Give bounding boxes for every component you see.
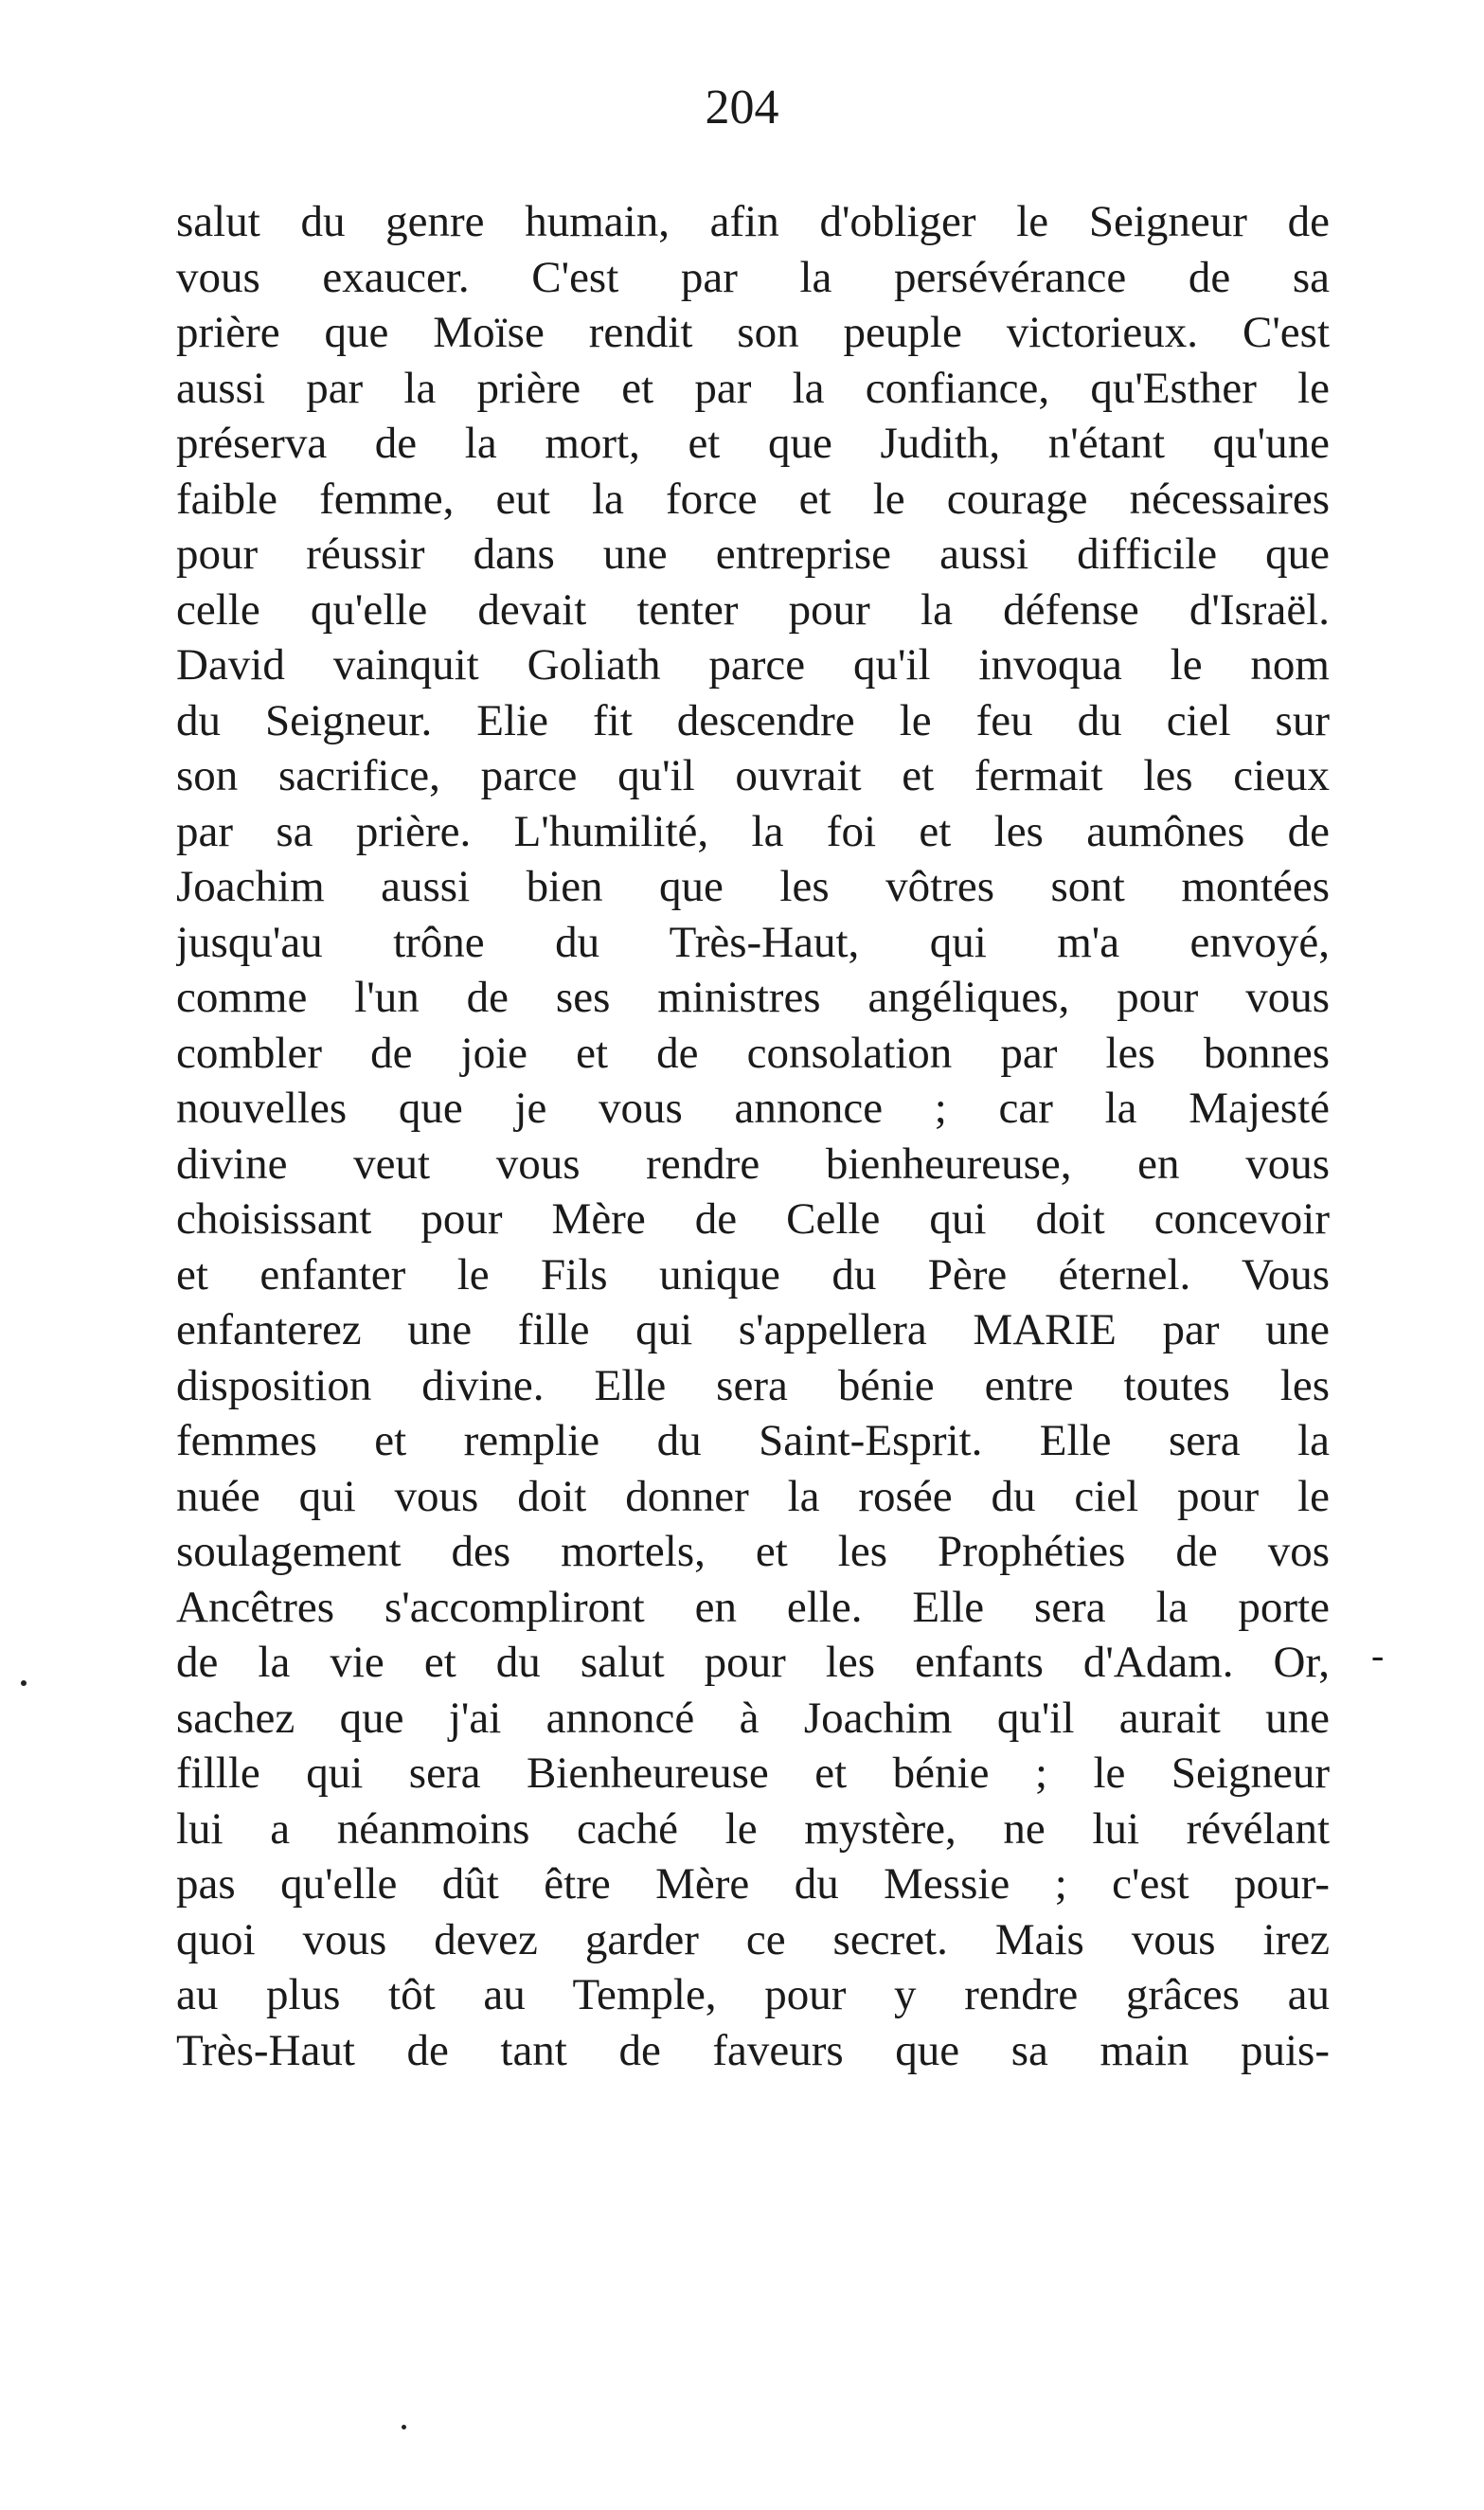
text-line: fillle qui sera Bienheureuse et bénie ; le Seigneur <box>176 1748 1330 1798</box>
text-line: nouvelles que je vous annonce ; car la Majesté <box>176 1084 1330 1133</box>
text-line: du Seigneur. Elie fit descendre le feu du ciel sur <box>176 695 1330 745</box>
text-line: celle qu'elle devait tenter pour la défense d'Israël. <box>176 584 1330 635</box>
text-line: salut du genre humain, afin d'obliger le Seigneur de <box>176 197 1330 246</box>
text-line: aussi par la prière et par la confiance, qu'Esther le <box>176 363 1330 413</box>
text-line: David vainquit Goliath parce qu'il invoqua le nom <box>176 640 1330 690</box>
text-line: enfanterez une fille qui s'appellera MARIE par une <box>176 1305 1330 1354</box>
text-line: femmes et remplie du Saint-Esprit. Elle sera la <box>176 1416 1330 1465</box>
text-line: vous exaucer. C'est par la persévérance de sa <box>176 252 1330 302</box>
text-line: sachez que j'ai annoncé à Joachim qu'il aurait une <box>176 1693 1330 1743</box>
text-line: lui a néanmoins caché le mystère, ne lui révélant <box>176 1803 1330 1854</box>
text-line: quoi vous devez garder ce secret. Mais vous irez <box>176 1914 1330 1964</box>
text-line: son sacrifice, parce qu'il ouvrait et fermait les cieux <box>176 751 1330 800</box>
text-line: soulagement des mortels, et les Prophéties de vos <box>176 1527 1330 1576</box>
text-line: pour réussir dans une entreprise aussi difficile que <box>176 529 1330 579</box>
text-line: et enfanter le Fils unique du Père éternel. Vous <box>176 1249 1330 1300</box>
text-line: faible femme, eut la force et le courage nécessaires <box>176 474 1330 524</box>
text-line: par sa prière. L'humilité, la foi et les aumônes de <box>176 806 1330 856</box>
text-line: jusqu'au trône du Très-Haut, qui m'a envoyé, <box>176 917 1330 967</box>
margin-dash-mark: - <box>1371 1634 1385 1676</box>
text-line: prière que Moïse rendit son peuple victorieux. C'est <box>176 308 1330 357</box>
page-number: 204 <box>705 81 779 134</box>
stray-ink-dot <box>21 1680 27 1686</box>
stray-ink-dot <box>402 2425 406 2429</box>
text-line: divine veut vous rendre bienheureuse, en vous <box>176 1138 1330 1189</box>
text-line: de la vie et du salut pour les enfants d'Adam. Or, <box>176 1638 1330 1687</box>
text-line: au plus tôt au Temple, pour y rendre grâces au <box>176 1970 1330 2019</box>
text-line: comme l'un de ses ministres angéliques, pour vous <box>176 973 1330 1022</box>
body-text <box>176 194 1330 2078</box>
text-line: combler de joie et de consolation par les bonnes <box>176 1028 1330 1078</box>
text-line: Très-Haut de tant de faveurs que sa main puis- <box>176 2025 1330 2075</box>
text-line: choisissant pour Mère de Celle qui doit concevoir <box>176 1194 1330 1244</box>
text-line: préserva de la mort, et que Judith, n'étant qu'une <box>176 419 1330 468</box>
text-line: nuée qui vous doit donner la rosée du ciel pour le <box>176 1471 1330 1521</box>
text-line: pas qu'elle dût être Mère du Messie ; c'est pour- <box>176 1859 1330 1909</box>
text-line: Joachim aussi bien que les vôtres sont montées <box>176 862 1330 911</box>
text-line: disposition divine. Elle sera bénie entre toutes les <box>176 1360 1330 1410</box>
text-line: Ancêtres s'accompliront en elle. Elle sera la porte <box>176 1582 1330 1632</box>
